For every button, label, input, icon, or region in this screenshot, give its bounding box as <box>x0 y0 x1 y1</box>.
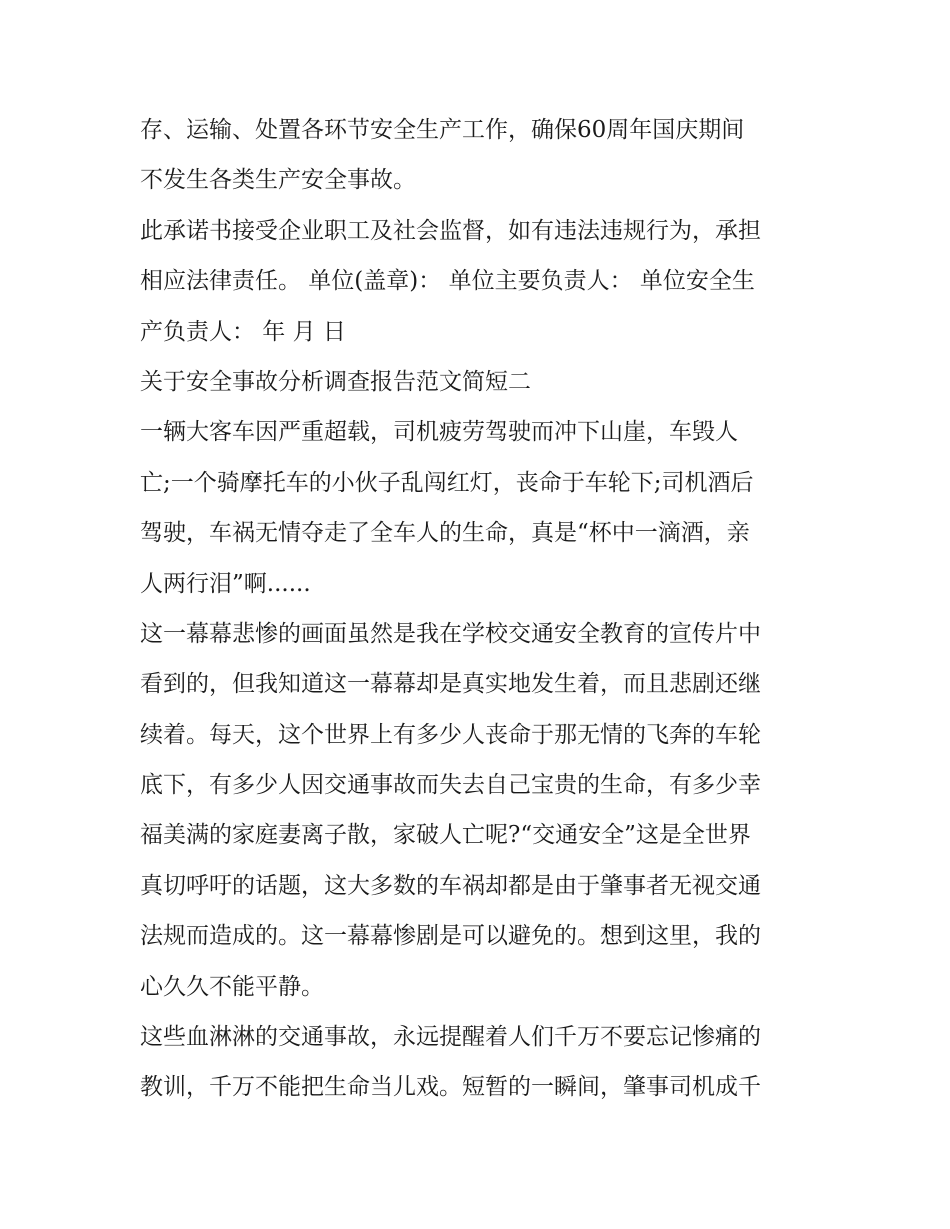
section-heading: 关于安全事故分析调查报告范文简短二 <box>140 368 531 395</box>
text-line: 这些血淋淋的交通事故，永远提醒着人们千万不要忘记惨痛的 <box>140 1024 761 1051</box>
text-line: 此承诺书接受企业职工及社会监督，如有违法违规行为，承担 <box>140 217 761 244</box>
text-line: 教训，千万不能把生命当儿戏。短暂的一瞬间，肇事司机成千 <box>140 1074 761 1101</box>
text-line: 续着。每天，这个世界上有多少人丧命于那无情的飞奔的车轮 <box>140 721 761 748</box>
text-line: 看到的，但我知道这一幕幕却是真实地发生着，而且悲剧还继 <box>140 671 761 698</box>
text-line: 产负责人： 年 月 日 <box>140 318 346 345</box>
text-line: 存、运输、处置各环节安全生产工作，确保60周年国庆期间 <box>140 117 745 143</box>
text-line: 真切呼吁的话题，这大多数的车祸却都是由于肇事者无视交通 <box>140 872 761 899</box>
text-line: 这一幕幕悲惨的画面虽然是我在学校交通安全教育的宣传片中 <box>140 620 761 647</box>
text-line: 一辆大客车因严重超载，司机疲劳驾驶而冲下山崖，车毁人 <box>140 419 738 446</box>
text-line: 心久久不能平静。 <box>140 973 324 1000</box>
text-line: 人两行泪”啊...... <box>140 570 311 597</box>
text-line: 相应法律责任。 单位(盖章)： 单位主要负责人： 单位安全生 <box>140 268 755 295</box>
text-line: 法规而造成的。这一幕幕惨剧是可以避免的。想到这里，我的 <box>140 923 761 950</box>
text-line: 福美满的家庭妻离子散，家破人亡呢?“交通安全”这是全世界 <box>140 822 751 849</box>
text-line: 不发生各类生产安全事故。 <box>140 167 416 194</box>
text-line: 亡;一个骑摩托车的小伙子乱闯红灯，丧命于车轮下;司机酒后 <box>140 469 754 496</box>
text-line: 底下，有多少人因交通事故而失去自己宝贵的生命，有多少幸 <box>140 772 761 799</box>
text-line: 驾驶，车祸无情夺走了全车人的生命，真是“杯中一滴酒，亲 <box>140 520 750 547</box>
document-page <box>140 105 820 1113</box>
